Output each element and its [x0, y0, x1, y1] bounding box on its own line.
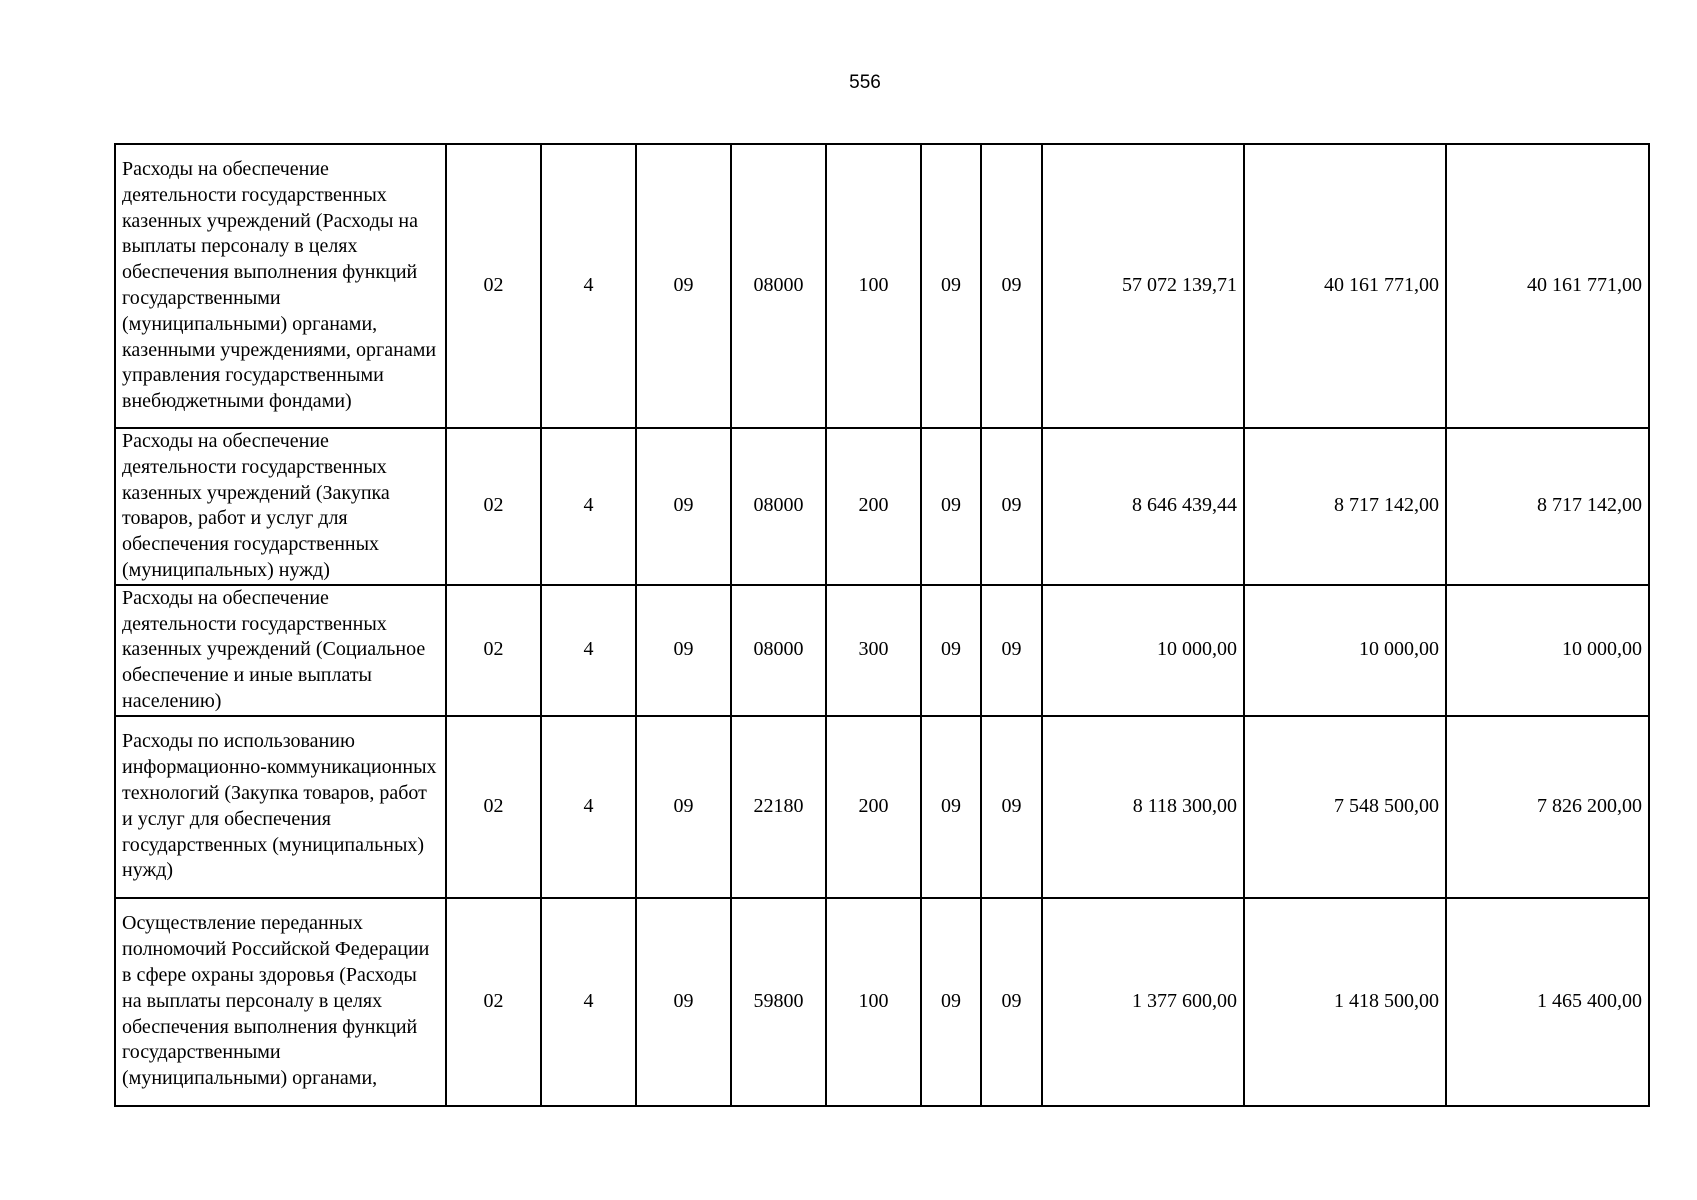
expense-type-code: 300: [826, 585, 921, 716]
subprogram-code: 4: [541, 898, 636, 1106]
row-description: Осуществление переданных полномочий Российской Федерации в сфере охраны здоровья (Расходы на выплаты персоналу в целях обеспечения выполнения функций государственными (муниципальными) органами,: [115, 898, 446, 1106]
direction-code: 59800: [731, 898, 826, 1106]
amount-year-2: 1 418 500,00: [1244, 898, 1446, 1106]
row-description: Расходы на обеспечение деятельности государственных казенных учреждений (Расходы на выплаты персоналу в целях обеспечения выполнения функций государственными (муниципальными) органами, казенными учреждениями, органами управления государственными внебюджетными фондами): [115, 144, 446, 428]
program-code: 02: [446, 144, 541, 428]
expense-type-code: 200: [826, 428, 921, 585]
row-description: Расходы на обеспечение деятельности государственных казенных учреждений (Социальное обеспечение и иные выплаты населению): [115, 585, 446, 716]
program-code: 02: [446, 716, 541, 898]
direction-code: 22180: [731, 716, 826, 898]
table-row: [115, 144, 1649, 428]
table-row: [115, 898, 1649, 1106]
subprogram-code: 4: [541, 716, 636, 898]
budget-table: [114, 143, 1650, 1107]
subsection-code: 09: [981, 716, 1042, 898]
main-activity-code: 09: [636, 716, 731, 898]
main-activity-code: 09: [636, 144, 731, 428]
amount-year-1: 10 000,00: [1042, 585, 1244, 716]
table-row: [115, 716, 1649, 898]
expense-type-code: 200: [826, 716, 921, 898]
subsection-code: 09: [981, 428, 1042, 585]
section-code: 09: [921, 898, 981, 1106]
amount-year-3: 10 000,00: [1446, 585, 1649, 716]
direction-code: 08000: [731, 428, 826, 585]
table-row: [115, 585, 1649, 716]
program-code: 02: [446, 585, 541, 716]
expense-type-code: 100: [826, 898, 921, 1106]
section-code: 09: [921, 585, 981, 716]
amount-year-2: 7 548 500,00: [1244, 716, 1446, 898]
amount-year-3: 1 465 400,00: [1446, 898, 1649, 1106]
direction-code: 08000: [731, 144, 826, 428]
section-code: 09: [921, 144, 981, 428]
amount-year-1: 8 118 300,00: [1042, 716, 1244, 898]
subprogram-code: 4: [541, 585, 636, 716]
row-description: Расходы на обеспечение деятельности государственных казенных учреждений (Закупка товаров, работ и услуг для обеспечения государственных (муниципальных) нужд): [115, 428, 446, 585]
program-code: 02: [446, 428, 541, 585]
expense-type-code: 100: [826, 144, 921, 428]
amount-year-1: 8 646 439,44: [1042, 428, 1244, 585]
subsection-code: 09: [981, 898, 1042, 1106]
section-code: 09: [921, 716, 981, 898]
amount-year-3: 8 717 142,00: [1446, 428, 1649, 585]
amount-year-1: 57 072 139,71: [1042, 144, 1244, 428]
section-code: 09: [921, 428, 981, 585]
subprogram-code: 4: [541, 144, 636, 428]
amount-year-2: 8 717 142,00: [1244, 428, 1446, 585]
program-code: 02: [446, 898, 541, 1106]
amount-year-3: 7 826 200,00: [1446, 716, 1649, 898]
amount-year-2: 10 000,00: [1244, 585, 1446, 716]
amount-year-3: 40 161 771,00: [1446, 144, 1649, 428]
main-activity-code: 09: [636, 428, 731, 585]
main-activity-code: 09: [636, 898, 731, 1106]
amount-year-1: 1 377 600,00: [1042, 898, 1244, 1106]
subprogram-code: 4: [541, 428, 636, 585]
subsection-code: 09: [981, 585, 1042, 716]
amount-year-2: 40 161 771,00: [1244, 144, 1446, 428]
page-number: 556: [849, 72, 881, 93]
table-row: [115, 428, 1649, 585]
main-activity-code: 09: [636, 585, 731, 716]
direction-code: 08000: [731, 585, 826, 716]
subsection-code: 09: [981, 144, 1042, 428]
row-description: Расходы по использованию информационно-коммуникационных технологий (Закупка товаров, работ и услуг для обеспечения государственных (муниципальных) нужд): [115, 716, 446, 898]
